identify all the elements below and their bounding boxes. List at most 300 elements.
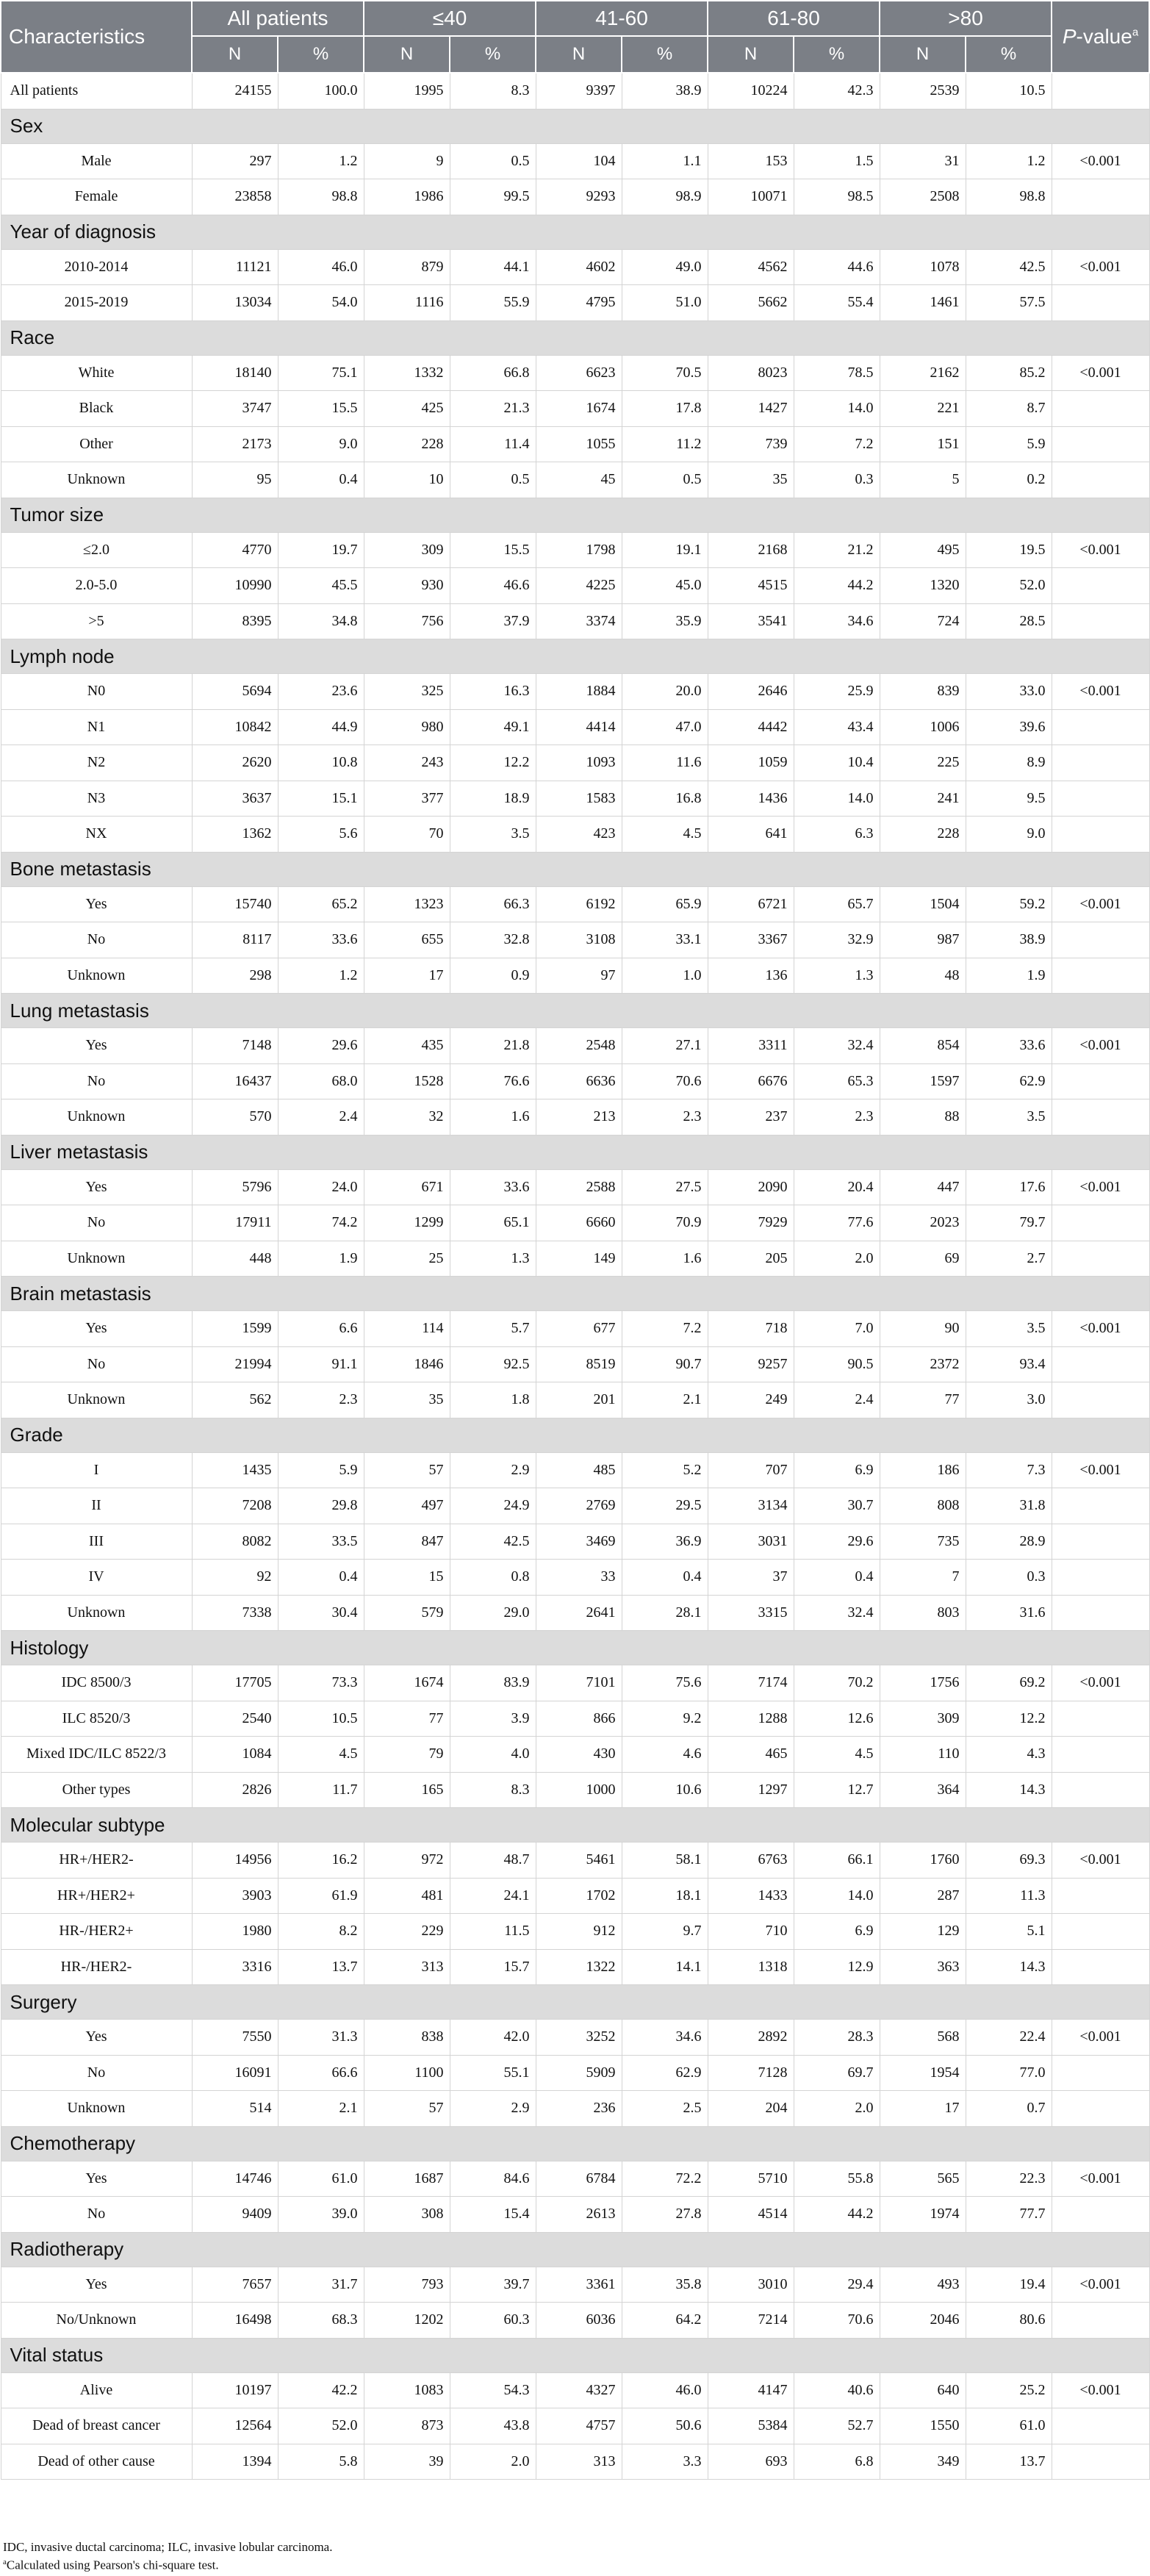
row-label: Unknown — [1, 958, 192, 994]
percent-cell: 38.9 — [622, 73, 708, 109]
percent-cell: 33.6 — [450, 1169, 536, 1205]
count-cell: 3311 — [708, 1028, 794, 1064]
percent-cell: 29.5 — [622, 1488, 708, 1524]
count-cell: 1599 — [192, 1311, 278, 1347]
table-row — [1, 1205, 1149, 1241]
count-cell: 2892 — [708, 2020, 794, 2056]
count-cell: 1320 — [880, 568, 966, 604]
percent-cell: 32.4 — [794, 1595, 880, 1631]
count-cell: 3108 — [536, 922, 622, 958]
percent-cell: 32.4 — [794, 1028, 880, 1064]
percent-cell: 2.4 — [278, 1099, 364, 1135]
percent-cell: 98.8 — [966, 179, 1052, 215]
count-cell: 4795 — [536, 285, 622, 321]
percent-cell: 40.6 — [794, 2372, 880, 2408]
count-cell: 14956 — [192, 1843, 278, 1879]
percent-cell: 24.1 — [450, 1878, 536, 1914]
count-cell: 110 — [880, 1737, 966, 1773]
percent-cell: 2.5 — [622, 2091, 708, 2127]
percent-cell: 49.1 — [450, 709, 536, 745]
pvalue-cell: <0.001 — [1052, 1843, 1149, 1879]
section-title: Sex — [1, 109, 1149, 143]
percent-cell: 11.7 — [278, 1772, 364, 1808]
percent-cell: 59.2 — [966, 886, 1052, 922]
percent-cell: 55.1 — [450, 2055, 536, 2091]
row-label: ILC 8520/3 — [1, 1701, 192, 1737]
percent-cell: 7.2 — [622, 1311, 708, 1347]
table-row — [1, 1878, 1149, 1914]
section-header-row — [1, 1277, 1149, 1311]
section-title: Lung metastasis — [1, 994, 1149, 1028]
percent-cell: 0.4 — [278, 462, 364, 498]
percent-cell: 45.5 — [278, 568, 364, 604]
count-cell: 2372 — [880, 1346, 966, 1382]
percent-cell: 28.3 — [794, 2020, 880, 2056]
percent-cell: 18.9 — [450, 781, 536, 817]
count-cell: 1059 — [708, 745, 794, 781]
count-cell: 16437 — [192, 1063, 278, 1099]
count-cell: 6036 — [536, 2303, 622, 2339]
pvalue-cell: <0.001 — [1052, 1665, 1149, 1701]
count-cell: 1427 — [708, 391, 794, 427]
count-cell: 8117 — [192, 922, 278, 958]
percent-cell: 16.2 — [278, 1843, 364, 1879]
table-row — [1, 532, 1149, 568]
table-row — [1, 568, 1149, 604]
count-cell: 1986 — [364, 179, 450, 215]
percent-cell: 49.0 — [622, 249, 708, 285]
row-label: Unknown — [1, 2091, 192, 2127]
table-row — [1, 1169, 1149, 1205]
count-cell: 485 — [536, 1452, 622, 1488]
percent-cell: 8.7 — [966, 391, 1052, 427]
percent-cell: 22.3 — [966, 2161, 1052, 2197]
percent-cell: 2.3 — [622, 1099, 708, 1135]
percent-cell: 70.6 — [794, 2303, 880, 2339]
percent-cell: 65.7 — [794, 886, 880, 922]
row-label: ≤2.0 — [1, 532, 192, 568]
pvalue-cell — [1052, 1560, 1149, 1596]
pvalue-cell — [1052, 462, 1149, 498]
row-label: III — [1, 1524, 192, 1560]
percent-cell: 39.6 — [966, 709, 1052, 745]
percent-cell: 1.5 — [794, 143, 880, 179]
section-title: Tumor size — [1, 498, 1149, 532]
percent-cell: 16.8 — [622, 781, 708, 817]
n-subheader: N — [536, 36, 622, 73]
percent-cell: 0.5 — [450, 143, 536, 179]
table-row — [1, 1488, 1149, 1524]
count-cell: 241 — [880, 781, 966, 817]
pvalue-cell: <0.001 — [1052, 1452, 1149, 1488]
percent-cell: 42.3 — [794, 73, 880, 109]
count-cell: 32 — [364, 1099, 450, 1135]
percent-cell: 55.9 — [450, 285, 536, 321]
table-row — [1, 1063, 1149, 1099]
percent-cell: 62.9 — [966, 1063, 1052, 1099]
percent-cell: 0.3 — [966, 1560, 1052, 1596]
table-row — [1, 1595, 1149, 1631]
table-row — [1, 1772, 1149, 1808]
count-cell: 570 — [192, 1099, 278, 1135]
count-cell: 35 — [708, 462, 794, 498]
table-row — [1, 781, 1149, 817]
count-cell: 31 — [880, 143, 966, 179]
row-label: Yes — [1, 886, 192, 922]
percent-cell: 1.9 — [278, 1241, 364, 1277]
count-cell: 5694 — [192, 674, 278, 710]
section-title: Brain metastasis — [1, 1277, 1149, 1311]
table-row — [1, 603, 1149, 639]
percent-cell: 14.3 — [966, 1949, 1052, 1985]
count-cell: 1078 — [880, 249, 966, 285]
row-label: Female — [1, 179, 192, 215]
percent-cell: 20.0 — [622, 674, 708, 710]
count-cell: 495 — [880, 532, 966, 568]
pct-subheader: % — [622, 36, 708, 73]
percent-cell: 61.9 — [278, 1878, 364, 1914]
row-label: No — [1, 2197, 192, 2233]
count-cell: 37 — [708, 1560, 794, 1596]
percent-cell: 21.8 — [450, 1028, 536, 1064]
percent-cell: 17.8 — [622, 391, 708, 427]
count-cell: 1322 — [536, 1949, 622, 1985]
section-title: Liver metastasis — [1, 1135, 1149, 1169]
section-header-row — [1, 1418, 1149, 1452]
count-cell: 1674 — [364, 1665, 450, 1701]
n-subheader: N — [708, 36, 794, 73]
percent-cell: 37.9 — [450, 603, 536, 639]
count-cell: 6660 — [536, 1205, 622, 1241]
count-cell: 6784 — [536, 2161, 622, 2197]
group-header-le40: ≤40 — [364, 1, 536, 36]
percent-cell: 0.9 — [450, 958, 536, 994]
group-header-gt80: >80 — [880, 1, 1052, 36]
percent-cell: 34.6 — [622, 2020, 708, 2056]
count-cell: 10197 — [192, 2372, 278, 2408]
count-cell: 33 — [536, 1560, 622, 1596]
percent-cell: 61.0 — [278, 2161, 364, 2197]
percent-cell: 6.9 — [794, 1914, 880, 1950]
percent-cell: 5.6 — [278, 817, 364, 853]
percent-cell: 65.3 — [794, 1063, 880, 1099]
percent-cell: 29.8 — [278, 1488, 364, 1524]
percent-cell: 4.5 — [278, 1737, 364, 1773]
percent-cell: 13.7 — [966, 2444, 1052, 2480]
percent-cell: 10.4 — [794, 745, 880, 781]
pvalue-cell — [1052, 1063, 1149, 1099]
percent-cell: 4.5 — [622, 817, 708, 853]
percent-cell: 3.9 — [450, 1701, 536, 1737]
count-cell: 136 — [708, 958, 794, 994]
percent-cell: 7.0 — [794, 1311, 880, 1347]
count-cell: 225 — [880, 745, 966, 781]
count-cell: 7550 — [192, 2020, 278, 2056]
pvalue-cell — [1052, 2444, 1149, 2480]
count-cell: 735 — [880, 1524, 966, 1560]
percent-cell: 2.9 — [450, 1452, 536, 1488]
percent-cell: 35.8 — [622, 2267, 708, 2303]
count-cell: 803 — [880, 1595, 966, 1631]
percent-cell: 0.4 — [622, 1560, 708, 1596]
pvalue-cell: <0.001 — [1052, 886, 1149, 922]
table-row — [1, 1914, 1149, 1950]
percent-cell: 0.2 — [966, 462, 1052, 498]
percent-cell: 14.0 — [794, 781, 880, 817]
count-cell: 1436 — [708, 781, 794, 817]
count-cell: 48 — [880, 958, 966, 994]
section-title: Lymph node — [1, 639, 1149, 674]
percent-cell: 77.6 — [794, 1205, 880, 1241]
count-cell: 3469 — [536, 1524, 622, 1560]
percent-cell: 31.7 — [278, 2267, 364, 2303]
count-cell: 1435 — [192, 1452, 278, 1488]
percent-cell: 5.1 — [966, 1914, 1052, 1950]
count-cell: 349 — [880, 2444, 966, 2480]
percent-cell: 8.9 — [966, 745, 1052, 781]
count-cell: 3134 — [708, 1488, 794, 1524]
percent-cell: 32.9 — [794, 922, 880, 958]
percent-cell: 15.7 — [450, 1949, 536, 1985]
count-cell: 693 — [708, 2444, 794, 2480]
count-cell: 724 — [880, 603, 966, 639]
count-cell: 3010 — [708, 2267, 794, 2303]
count-cell: 4757 — [536, 2408, 622, 2444]
percent-cell: 42.5 — [450, 1524, 536, 1560]
count-cell: 1550 — [880, 2408, 966, 2444]
pvalue-cell — [1052, 1382, 1149, 1418]
count-cell: 90 — [880, 1311, 966, 1347]
count-cell: 95 — [192, 462, 278, 498]
footnotes — [3, 2539, 1068, 2573]
percent-cell: 35.9 — [622, 603, 708, 639]
table-row — [1, 958, 1149, 994]
count-cell: 2613 — [536, 2197, 622, 2233]
group-header-61-80: 61-80 — [708, 1, 880, 36]
percent-cell: 34.6 — [794, 603, 880, 639]
percent-cell: 83.9 — [450, 1665, 536, 1701]
n-subheader: N — [192, 36, 278, 73]
percent-cell: 54.0 — [278, 285, 364, 321]
count-cell: 7174 — [708, 1665, 794, 1701]
percent-cell: 34.8 — [278, 603, 364, 639]
percent-cell: 48.7 — [450, 1843, 536, 1879]
section-title: Year of diagnosis — [1, 215, 1149, 249]
percent-cell: 15.4 — [450, 2197, 536, 2233]
section-title: Race — [1, 320, 1149, 355]
count-cell: 2826 — [192, 1772, 278, 1808]
table-row — [1, 426, 1149, 462]
count-cell: 9293 — [536, 179, 622, 215]
count-cell: 2539 — [880, 73, 966, 109]
pvalue-cell: <0.001 — [1052, 143, 1149, 179]
table-row — [1, 355, 1149, 391]
percent-cell: 70.6 — [622, 1063, 708, 1099]
table-row — [1, 73, 1149, 109]
percent-cell: 2.1 — [278, 2091, 364, 2127]
group-header-all: All patients — [192, 1, 364, 36]
percent-cell: 15.5 — [278, 391, 364, 427]
percent-cell: 5.7 — [450, 1311, 536, 1347]
section-title: Chemotherapy — [1, 2126, 1149, 2161]
percent-cell: 98.9 — [622, 179, 708, 215]
percent-cell: 12.2 — [966, 1701, 1052, 1737]
percent-cell: 61.0 — [966, 2408, 1052, 2444]
percent-cell: 14.0 — [794, 1878, 880, 1914]
count-cell: 35 — [364, 1382, 450, 1418]
percent-cell: 70.5 — [622, 355, 708, 391]
count-cell: 297 — [192, 143, 278, 179]
count-cell: 1995 — [364, 73, 450, 109]
count-cell: 104 — [536, 143, 622, 179]
count-cell: 325 — [364, 674, 450, 710]
percent-cell: 1.6 — [450, 1099, 536, 1135]
percent-cell: 78.5 — [794, 355, 880, 391]
percent-cell: 69.7 — [794, 2055, 880, 2091]
count-cell: 1461 — [880, 285, 966, 321]
percent-cell: 6.6 — [278, 1311, 364, 1347]
row-label: Male — [1, 143, 192, 179]
percent-cell: 2.4 — [794, 1382, 880, 1418]
table-row — [1, 2197, 1149, 2233]
table-body — [1, 73, 1149, 2480]
section-title: Surgery — [1, 1985, 1149, 2020]
count-cell: 5662 — [708, 285, 794, 321]
count-cell: 1297 — [708, 1772, 794, 1808]
pvalue-cell: <0.001 — [1052, 2372, 1149, 2408]
percent-cell: 91.1 — [278, 1346, 364, 1382]
pvalue-cell: <0.001 — [1052, 1169, 1149, 1205]
pvalue-cell: <0.001 — [1052, 674, 1149, 710]
percent-cell: 29.6 — [794, 1524, 880, 1560]
table-row — [1, 2161, 1149, 2197]
count-cell: 7148 — [192, 1028, 278, 1064]
percent-cell: 4.5 — [794, 1737, 880, 1773]
count-cell: 151 — [880, 426, 966, 462]
count-cell: 5710 — [708, 2161, 794, 2197]
count-cell: 1006 — [880, 709, 966, 745]
count-cell: 165 — [364, 1772, 450, 1808]
percent-cell: 93.4 — [966, 1346, 1052, 1382]
pvalue-cell — [1052, 1524, 1149, 1560]
row-label: N1 — [1, 709, 192, 745]
percent-cell: 90.7 — [622, 1346, 708, 1382]
count-cell: 579 — [364, 1595, 450, 1631]
count-cell: 2173 — [192, 426, 278, 462]
count-cell: 2162 — [880, 355, 966, 391]
percent-cell: 31.6 — [966, 1595, 1052, 1631]
count-cell: 23858 — [192, 179, 278, 215]
percent-cell: 77.7 — [966, 2197, 1052, 2233]
count-cell: 756 — [364, 603, 450, 639]
row-label: >5 — [1, 603, 192, 639]
count-cell: 879 — [364, 249, 450, 285]
pvalue-cell: <0.001 — [1052, 532, 1149, 568]
table-row — [1, 709, 1149, 745]
percent-cell: 24.9 — [450, 1488, 536, 1524]
count-cell: 4602 — [536, 249, 622, 285]
count-cell: 313 — [536, 2444, 622, 2480]
count-cell: 4442 — [708, 709, 794, 745]
row-label: Unknown — [1, 1595, 192, 1631]
footnote-test: $^a$Calculated using Pearson's chi-square test. — [3, 2558, 219, 2572]
percent-cell: 64.2 — [622, 2303, 708, 2339]
percent-cell: 0.5 — [622, 462, 708, 498]
pvalue-cell — [1052, 1701, 1149, 1737]
count-cell: 57 — [364, 1452, 450, 1488]
percent-cell: 66.6 — [278, 2055, 364, 2091]
percent-cell: 12.7 — [794, 1772, 880, 1808]
pvalue-cell: <0.001 — [1052, 2267, 1149, 2303]
count-cell: 707 — [708, 1452, 794, 1488]
percent-cell: 11.2 — [622, 426, 708, 462]
percent-cell: 10.5 — [278, 1701, 364, 1737]
percent-cell: 19.7 — [278, 532, 364, 568]
row-label: No/Unknown — [1, 2303, 192, 2339]
count-cell: 2046 — [880, 2303, 966, 2339]
pvalue-cell — [1052, 1241, 1149, 1277]
percent-cell: 42.5 — [966, 249, 1052, 285]
count-cell: 17705 — [192, 1665, 278, 1701]
count-cell: 69 — [880, 1241, 966, 1277]
percent-cell: 1.9 — [966, 958, 1052, 994]
percent-cell: 69.3 — [966, 1843, 1052, 1879]
percent-cell: 33.6 — [966, 1028, 1052, 1064]
percent-cell: 6.3 — [794, 817, 880, 853]
count-cell: 205 — [708, 1241, 794, 1277]
count-cell: 213 — [536, 1099, 622, 1135]
count-cell: 1674 — [536, 391, 622, 427]
percent-cell: 18.1 — [622, 1878, 708, 1914]
table-row — [1, 1701, 1149, 1737]
count-cell: 1116 — [364, 285, 450, 321]
count-cell: 987 — [880, 922, 966, 958]
count-cell: 4414 — [536, 709, 622, 745]
percent-cell: 0.4 — [278, 1560, 364, 1596]
section-header-row — [1, 639, 1149, 674]
pvalue-cell — [1052, 1878, 1149, 1914]
percent-cell: 9.5 — [966, 781, 1052, 817]
percent-cell: 29.4 — [794, 2267, 880, 2303]
percent-cell: 11.3 — [966, 1878, 1052, 1914]
count-cell: 3637 — [192, 781, 278, 817]
pvalue-cell — [1052, 285, 1149, 321]
row-label: No — [1, 922, 192, 958]
pvalue-cell: <0.001 — [1052, 2161, 1149, 2197]
percent-cell: 44.2 — [794, 2197, 880, 2233]
count-cell: 1394 — [192, 2444, 278, 2480]
percent-cell: 52.0 — [966, 568, 1052, 604]
percent-cell: 22.4 — [966, 2020, 1052, 2056]
percent-cell: 38.9 — [966, 922, 1052, 958]
row-label: Mixed IDC/ILC 8522/3 — [1, 1737, 192, 1773]
pvalue-cell — [1052, 391, 1149, 427]
row-label: 2010-2014 — [1, 249, 192, 285]
pvalue-cell — [1052, 426, 1149, 462]
row-label: Other types — [1, 1772, 192, 1808]
pvalue-cell — [1052, 2303, 1149, 2339]
percent-cell: 33.1 — [622, 922, 708, 958]
table-row — [1, 745, 1149, 781]
count-cell: 1974 — [880, 2197, 966, 2233]
count-cell: 5796 — [192, 1169, 278, 1205]
pvalue-cell — [1052, 73, 1149, 109]
pvalue-cell — [1052, 603, 1149, 639]
pct-subheader: % — [966, 36, 1052, 73]
percent-cell: 72.2 — [622, 2161, 708, 2197]
count-cell: 7214 — [708, 2303, 794, 2339]
count-cell: 298 — [192, 958, 278, 994]
